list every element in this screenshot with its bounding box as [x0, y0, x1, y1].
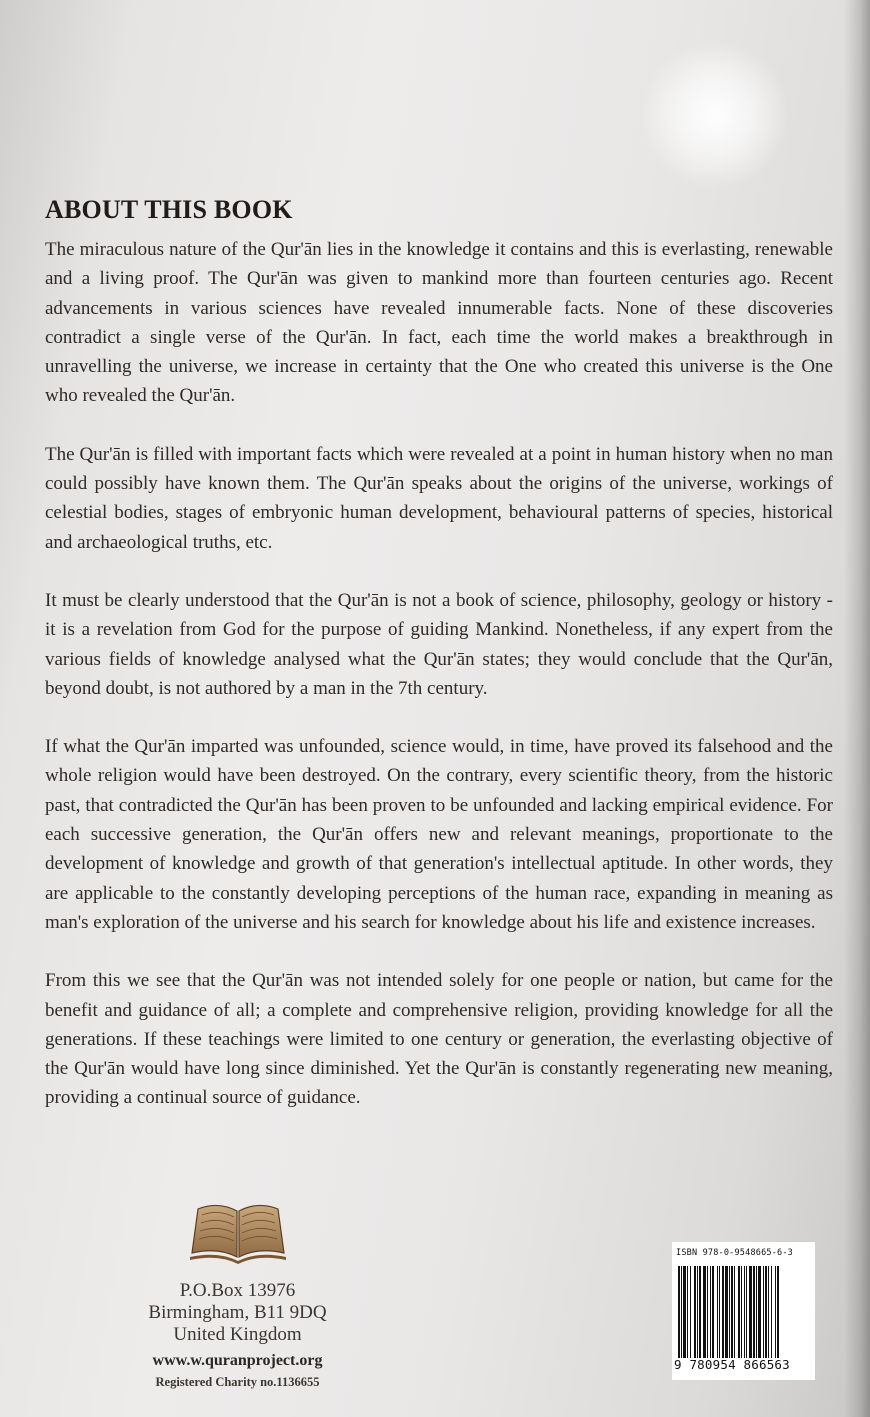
publisher-info [130, 1195, 345, 1390]
paragraph-2: The Qur'ān is filled with important facts which were revealed at a point in human history when no man could possibly have known them. The Qur'ān speaks about the origins of the universe, workings of celestial bodies, stages of embryonic human development, behavioural patterns of species, historical and archaeological truths, etc. [45, 443, 833, 553]
isbn-label: ISBN 978-0-9548665-6-3 [676, 1248, 793, 1258]
isbn-barcode [672, 1242, 815, 1380]
website-link[interactable]: www.w.quranproject.org [152, 1352, 323, 1369]
open-book-icon [188, 1195, 288, 1265]
paragraph-1: The miraculous nature of the Qur'ān lies in the knowledge it contains and this is everlasting, renewable and a living proof. The Qur'ān was given to mankind more than fourteen centuries ago. Recent advancements in various sciences have revealed innumerable facts. None of these discoveries contradict a single verse of the Qur'ān. In fact, each time the world makes a breakthrough in unravelling the universe, we increase in certainty that the One who created this universe is the One who revealed the Qur'ān. [45, 239, 833, 407]
address-line-3: United Kingdom [173, 1324, 302, 1345]
address-line-2: Birmingham, B11 9DQ [148, 1302, 327, 1323]
about-section [45, 195, 833, 1142]
paragraph-4: If what the Qur'ān imparted was unfounded, science would, in time, have proved its falsehood and the whole religion would have been destroyed. On the contrary, every scientific theory, from the historic past, that contradicted the Qur'ān has been proven to be unfounded and lacking empirical evidence. For each successive generation, the Qur'ān offers new and relevant meanings, proportionate to the development of knowledge and growth of that generation's intellectual aptitude. In other words, they are applicable to the constantly developing perceptions of the human race, expanding in meaning as man's exploration of the universe and his search for knowledge about his life and existence increases. [45, 736, 833, 933]
section-heading: ABOUT THIS BOOK [45, 195, 293, 224]
barcode-digits: 9 780954 866563 [674, 1357, 790, 1372]
paragraph-5: From this we see that the Qur'ān was not intended solely for one people or nation, but came for the benefit and guidance of all; a complete and comprehensive religion, providing knowledge for all the generations. If these teachings were limited to one century or generation, the everlasting objective of the Qur'ān would have long since diminished. Yet the Qur'ān is constantly regenerating new meaning, providing a continual source of guidance. [45, 970, 833, 1109]
light-glare [640, 40, 790, 190]
charity-number: Registered Charity no.1136655 [155, 1375, 320, 1389]
paragraph-3: It must be clearly understood that the Qur'ān is not a book of science, philosophy, geology or history - it is a revelation from God for the purpose of guiding Mankind. Nonetheless, if any expert from the various fields of knowledge analysed what the Qur'ān states; they would conclude that the Qur'ān, beyond doubt, is not authored by a man in the 7th century. [45, 589, 833, 699]
barcode-bars [678, 1266, 809, 1358]
cover-edge-shadow [844, 0, 870, 1417]
address-line-1: P.O.Box 13976 [179, 1280, 296, 1301]
